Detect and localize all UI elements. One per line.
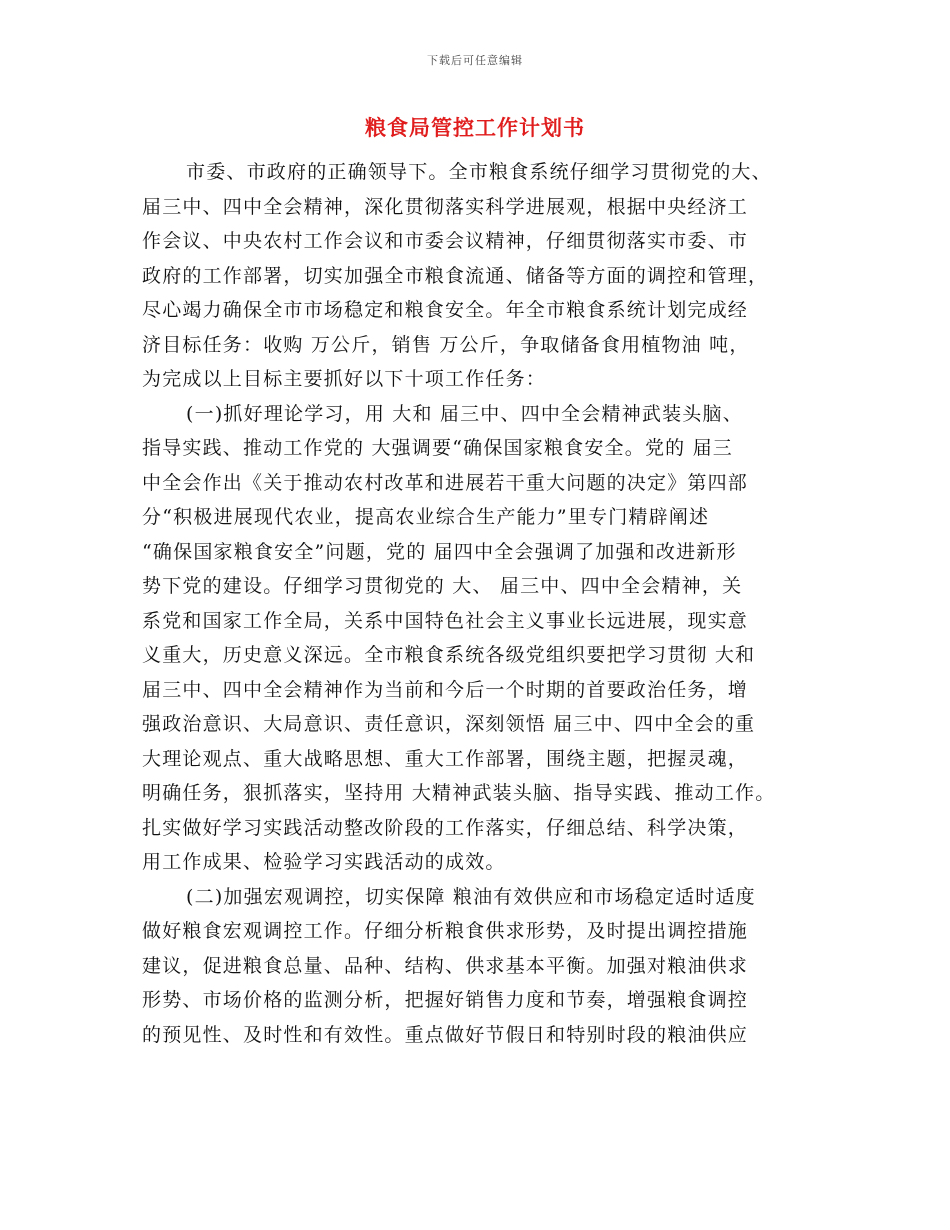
body-line: 届三中、四中全会精神，深化贯彻落实科学进展观，根据中央经济工 [142, 196, 749, 218]
body-line: 形势、市场价格的监测分析，把握好销售力度和节奏，增强粮食调控 [142, 989, 749, 1011]
body-line: 扎实做好学习实践活动整改阶段的工作落实，仔细总结、科学决策， [142, 817, 749, 839]
body-line: 大理论观点、重大战略思想、重大工作部署，围绕主题，把握灵魂， [142, 748, 749, 770]
body-line: 系党和国家工作全局，关系中国特色社会主义事业长远进展，现实意 [142, 610, 749, 632]
body-line: 势下党的建设。仔细学习贯彻党的 大、 届三中、四中全会精神，关 [142, 575, 743, 597]
body-line: 建议，促进粮食总量、品种、结构、供求基本平衡。加强对粮油供求 [142, 955, 749, 977]
body-line: 政府的工作部署，切实加强全市粮食流通、储备等方面的调控和管理， [142, 265, 769, 287]
body-line: 届三中、四中全会精神作为当前和今后一个时期的首要政治任务，增 [142, 679, 749, 701]
document-title: 粮食局管控工作计划书 [365, 115, 585, 140]
body-line: 强政治意识、大局意识、责任意识，深刻领悟 届三中、四中全会的重 [142, 713, 756, 735]
body-line: 市委、市政府的正确领导下。全市粮食系统仔细学习贯彻党的大、 [186, 161, 772, 183]
body-line: 济目标任务：收购 万公斤，销售 万公斤，争取储备食用植物油 吨， [142, 334, 750, 356]
body-line: 指导实践、推动工作党的 大强调要“确保国家粮食安全。党的 届三 [142, 437, 733, 459]
body-line: 中全会作出《关于推动农村改革和进展若干重大问题的决定》第四部 [142, 472, 749, 494]
body-line: 尽心竭力确保全市市场稳定和粮食安全。年全市粮食系统计划完成经 [142, 299, 749, 321]
body-line: 作会议、中央农村工作会议和市委会议精神，仔细贯彻落实市委、市 [142, 230, 749, 252]
body-line: (一)抓好理论学习，用 大和 届三中、四中全会精神武装头脑、 [186, 403, 743, 425]
body-line: (二)加强宏观调控，切实保障 粮油有效供应和市场稳定适时适度 [186, 886, 756, 908]
body-line: “确保国家粮食安全”问题，党的 届四中全会强调了加强和改进新形 [142, 541, 737, 563]
body-line: 义重大，历史意义深远。全市粮食系统各级党组织要把学习贯彻 大和 [142, 644, 756, 666]
body-line: 为完成以上目标主要抓好以下十项工作任务： [142, 368, 547, 390]
body-line: 明确任务，狠抓落实，坚持用 大精神武装头脑、指导实践、推动工作。 [142, 782, 776, 804]
body-line: 用工作成果、检验学习实践活动的成效。 [142, 851, 506, 873]
page-header-note: 下载后可任意编辑 [427, 54, 523, 67]
body-line: 分“积极进展现代农业，提高农业综合生产能力”里专门精辟阐述 [142, 506, 710, 528]
body-line: 的预见性、及时性和有效性。重点做好节假日和特别时段的粮油供应 [142, 1024, 749, 1046]
body-line: 做好粮食宏观调控工作。仔细分析粮食供求形势，及时提出调控措施 [142, 920, 749, 942]
